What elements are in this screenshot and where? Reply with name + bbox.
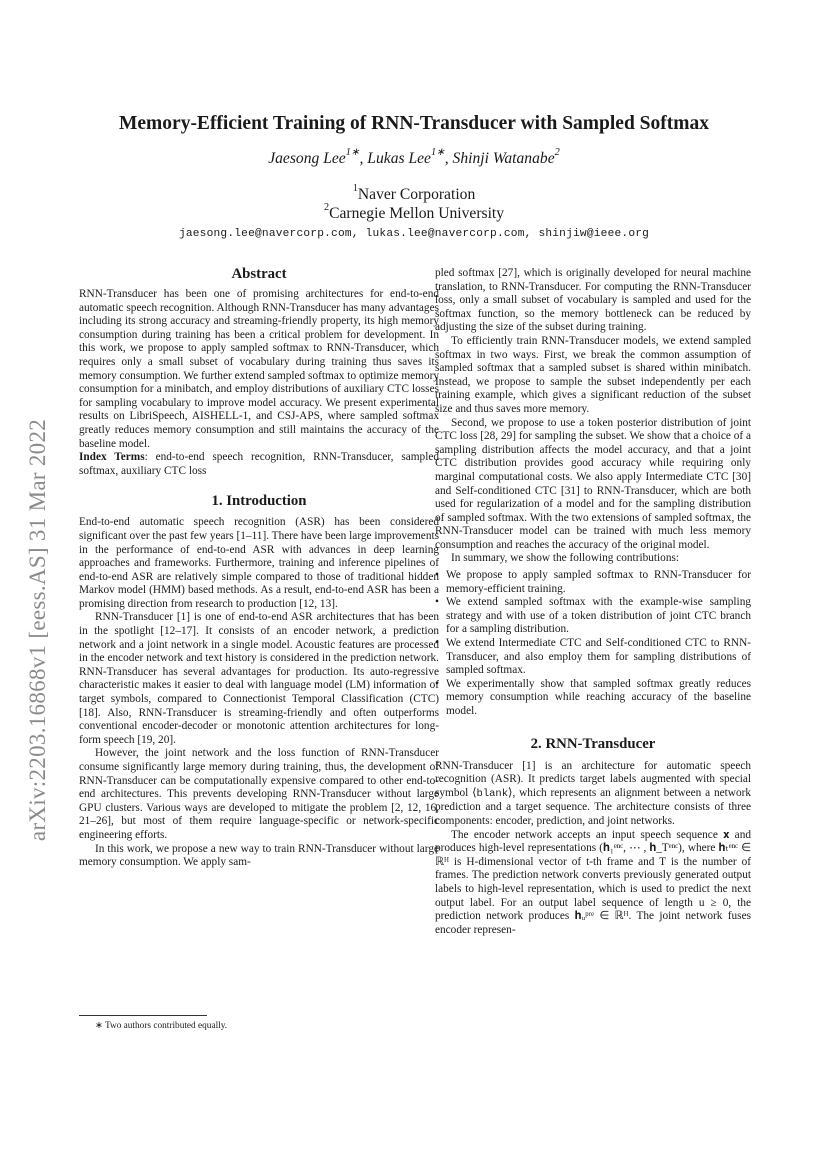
section-1-heading: 1. Introduction <box>211 493 307 510</box>
list-item: • We extend sampled softmax with the example-wise sampling strategy and with use of a token distribution of joint CTC branch for a sampling distribution. <box>446 596 751 637</box>
footnote-divider <box>79 1015 207 1016</box>
author-3-mark: 2 <box>554 147 560 159</box>
intro-paragraph-1: End-to-end automatic speech recognition (ASR) has been considered significant over the past few years [1–11]. There have been large improvements in the performance of end-to-end ASR with advances in deep learning approaches and frameworks. Furthermore, training and inference pipelines of end-to-end ASR are relatively simple compared to those of traditional hidden Markov model (HMM) based methods. As a result, end-to-end ASR has been a promising direction from research to production [12, 13]. <box>79 516 439 610</box>
affiliation-1-name: Naver Corporation <box>357 186 476 203</box>
index-terms-text: : end-to-end speech recognition, RNN-Transducer, sampled softmax, auxiliary CTC loss <box>79 451 439 477</box>
right-paragraph-1: pled softmax [27], which is originally developed for neural machine translation, to RNN-Transducer. For computing the RNN-Transducer loss, only a small subset of vocabulary is sampled and used for the softmax function, so the memory bottleneck can be reduced by adjusting the size of the subset during training. <box>435 267 751 334</box>
footnote: ∗ Two authors contributed equally. <box>95 1021 228 1031</box>
intro-paragraph-4: In this work, we propose a new way to train RNN-Transducer without large memory consumption. We apply sam- <box>79 842 439 869</box>
right-paragraph-2: To efficiently train RNN-Transducer models, we extend sampled softmax in two ways. First, we break the common assumption of sampled softmax that a sampled subset is shared within minibatch. Instead, we propose to sample the subset independently per each training example, which gives a significant reduction of the subset size and thus saves more memory. <box>435 334 751 415</box>
author-3: Shinji Watanabe <box>452 150 555 167</box>
index-terms-label: Index Terms <box>79 451 145 464</box>
affiliation-2 <box>0 202 828 223</box>
paper-title: Memory-Efficient Training of RNN-Transducer with Sampled Softmax <box>118 113 710 134</box>
affiliation-1-mark: 1 <box>352 183 358 195</box>
right-paragraph-3: Second, we propose to use a token posterior distribution of joint CTC loss [28, 29] for sampling the subset. We show that a choice of a sampling distribution affects the model accuracy, and that a joint CTC distribution provides good accuracy while requiring only marginal computational costs. We also apply Intermediate CTC [30] and Self-conditioned CTC [31] to RNN-Transducer, which are both used for regularization of a model and for the sampling distribution of sampled softmax. With the two extensions of sampled softmax, the RNN-Transducer model can be trained with much less memory consumption and reaches the accuracy of the original model. <box>435 416 751 551</box>
list-item: • We propose to apply sampled softmax to RNN-Transducer for memory-efficient training. <box>446 569 751 596</box>
list-item: • We extend Intermediate CTC and Self-conditioned CTC to RNN-Transducer, and also employ them for sampling distributions of sampled softmax. <box>446 637 751 678</box>
author-1-mark: 1∗ <box>345 147 360 159</box>
author-2: Lukas Lee <box>367 150 431 167</box>
author-emails: jaesong.lee@navercorp.com, lukas.lee@navercorp.com, shinjiw@ieee.org <box>178 228 650 240</box>
section-2-heading: 2. RNN-Transducer <box>530 735 656 752</box>
abstract-text: RNN-Transducer has been one of promising architectures for end-to-end automatic speech recognition. Although RNN-Transducer has many advantages including its strong accuracy and streaming-friendly property, its high memory consumption during training has been a critical problem for development. In this work, we propose to apply sampled softmax to RNN-Transducer, which requires only a small subset of vocabulary during training thus saves its memory consumption. We further extend sampled softmax to optimize memory consumption for a minibatch, and employ distributions of auxiliary CTC losses for sampling vocabulary to improve model accuracy. We present experimental results on LibriSpeech, AISHELL-1, and CSJ-APS, where sampled softmax greatly reduces memory consumption and still maintains the accuracy of the baseline model. <box>79 288 439 450</box>
affiliation-2-name: Carnegie Mellon University <box>329 205 505 222</box>
author-1: Jaesong Lee <box>268 150 346 167</box>
rnnt-paragraph-1-a: RNN-Transducer [1] is an architecture for automatic speech recognition (ASR). It predicts target labels augmented with special symbol ⟨ <box>435 759 751 799</box>
arxiv-identifier-text: arXiv:2203.16868v1 [eess.AS] 31 Mar 2022 <box>25 418 50 842</box>
affiliation-1 <box>0 183 828 204</box>
affiliation-2-mark: 2 <box>323 202 330 214</box>
author-list: Jaesong Lee$^{1∗}$, Lukas Lee$^{1∗}$, Shinji Watanabe$^2$ <box>268 147 560 167</box>
arxiv-identifier <box>10 350 66 910</box>
intro-paragraph-3: However, the joint network and the loss function of RNN-Transducer consume significantly large memory during training, thus, the development of RNN-Transducer can be computationally expensive compared to other end-to-end architectures. This prevents developing RNN-Transducer without large GPU clusters. Various ways are developed to mitigate the problem [2, 12, 16, 21–26], but most of them require language-specific or network-specific engineering efforts. <box>79 747 439 841</box>
index-terms <box>79 451 439 478</box>
rnnt-paragraph-1 <box>435 760 751 829</box>
blank-symbol: blank <box>476 787 509 800</box>
intro-paragraph-2: RNN-Transducer [1] is one of end-to-end ASR architectures that has been in the spotlight [12–17]. It consists of an encoder network, a prediction network and a joint network in a single model. Acoustic features are processed in the encoder network and text history is considered in the prediction network. RNN-Transducer has several advantages for production. Its auto-regressive characteristic makes it easier to deal with language model (LM) information of target symbols, compared to Connectionist Temporal Classification (CTC) [18]. Also, RNN-Transducer is streaming-friendly and often outperforms conventional encoder-decoder or monotonic attention architectures for long-form speech [19, 20]. <box>79 611 439 746</box>
left-column <box>79 265 439 870</box>
contributions-list <box>435 569 751 719</box>
abstract-heading: Abstract <box>231 266 287 282</box>
rnnt-paragraph-1-b: ⟩, which represents an alignment between a network prediction and a target sequence. The architecture consists of three components: encoder, prediction, and joint networks. <box>435 786 751 827</box>
list-item: • We experimentally show that sampled softmax greatly reduces memory consumption while reaching accuracy of the baseline model. <box>446 678 751 719</box>
rnnt-paragraph-2: The encoder network accepts an input speech sequence 𝐱 and produces high-level representations (𝐡₁ᵉⁿᶜ, ⋯ , 𝐡_Tᵉⁿᶜ), where 𝐡ₜᵉⁿᶜ ∈ ℝᴴ is H-dimensional vector of t-th frame and T is the number of frames. The prediction network converts previously generated output labels to high-level representation, which is used to predict the next output label. For an output label sequence of length u ≥ 0, the prediction network produces 𝐡ᵤᵖʳᵉ ∈ ℝᴴ. The joint network fuses encoder represen- <box>435 828 751 936</box>
right-column <box>435 267 751 937</box>
right-paragraph-4: In summary, we show the following contributions: <box>451 552 680 565</box>
author-2-mark: 1∗ <box>430 147 445 159</box>
